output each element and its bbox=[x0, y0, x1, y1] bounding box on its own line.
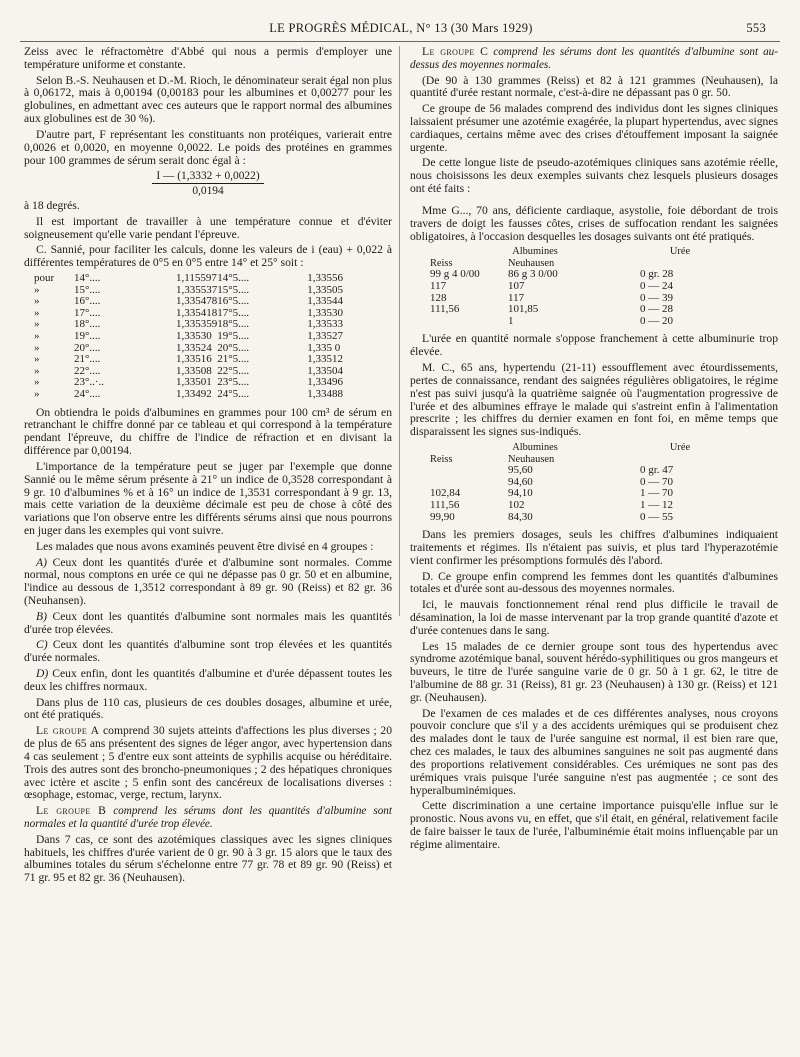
table-cell: 1 — 70 bbox=[640, 487, 673, 500]
table-cell: 102,84 bbox=[430, 487, 461, 500]
table-cell: 0 — 39 bbox=[640, 291, 673, 304]
table-cell: 0 gr. 28 bbox=[640, 268, 674, 281]
table-cell: 102 bbox=[508, 498, 525, 511]
table-cell: 1,335537 bbox=[176, 283, 218, 296]
table-cell: 111,56 bbox=[430, 303, 460, 316]
table-cell: 86 g 3 0/00 bbox=[508, 268, 558, 281]
formula bbox=[24, 170, 392, 198]
col-header-neuhausen: Neuhausen bbox=[508, 453, 555, 465]
table-cell: 0 — 20 bbox=[640, 314, 673, 327]
paragraph: De l'examen de ces malades et de ces différentes analyses, nous croyons pouvoir conclure que s'il y a des accidents urémiques qui se produisent chez des malades dont le taux de l'urée sanguine est normal, il est bien rare que, chez ces malades, le taux des albumines sanguines ne soit pas augmenté dans des proportions relativement considérables. Ces urémiques ne sont pas des urémiques vrais puisque l'urée sanguine n'est pas augmentée ; ce sont des hyperalbuminémiques. bbox=[410, 706, 778, 797]
paragraph: De cette longue liste de pseudo-azotémiques cliniques sans azotémie réelle, nous choisissons les deux exemples suivants chez lesquels plusieurs dosages ont été faits : bbox=[410, 156, 778, 196]
table-cell: 1,335 0 bbox=[307, 341, 341, 354]
table-cell: pour bbox=[34, 272, 55, 285]
case-1-table bbox=[430, 246, 720, 327]
case-mme-g: Mme G..., 70 ans, déficiente cardiaque, asystolie, foie débordant de trois travers de doigt les fausses côtes, crises de suffocation rendant les saignées obligatoires, à l'occasion desquelles les dosages suivants ont été pratiqués. bbox=[410, 203, 778, 243]
paragraph: L'urée en quantité normale s'oppose franchement à cette albuminurie trop élevée. bbox=[410, 332, 778, 359]
paragraph: Les 15 malades de ce dernier groupe sont tous des hypertendus avec syndrome azotémique banal, souvent hérédo-syphilitiques ou gros mangeurs et buveurs, le titre de l'urée sanguine varie de 0 gr. 50 à 1 gr. 62, le titre de l'albumine de 88 gr. 31 (Reiss), 81 gr. 23 (Neuhausen) à 130 gr. (Reiss) et 121 gr. (Neuhausen). bbox=[410, 639, 778, 704]
right-column bbox=[410, 46, 778, 855]
paragraph: Les malades que nous avons examinés peuvent être divisé en 4 groupes : bbox=[36, 539, 374, 553]
table-cell: 1,33505 bbox=[307, 283, 343, 296]
group-c-definition: C) Ceux dont les quantités d'albumine sont trop élevées et les quantités d'urée normales. bbox=[24, 638, 392, 665]
table-cell: » bbox=[34, 318, 40, 331]
table-row bbox=[430, 281, 720, 293]
table-cell: 21°.... bbox=[74, 353, 101, 366]
group-b-definition: B) Ceux dont les quantités d'albumine sont normales mais les quantités d'urée trop élevées. bbox=[24, 609, 392, 636]
table-cell: 16°.... bbox=[74, 295, 101, 308]
paragraph: C. Sannié, pour faciliter les calculs, donne les valeurs de i (eau) + 0,022 à différentes températures de 0°5 en 0°5 entre 14° et 25° soit : bbox=[24, 243, 392, 270]
table-cell: 94,60 bbox=[508, 475, 533, 488]
paragraph: Zeiss avec le réfractomètre d'Abbé qui nous a permis d'employer une température uniforme et constante. bbox=[24, 45, 392, 71]
col-header-neuhausen: Neuhausen bbox=[508, 257, 555, 269]
table-cell: 1 bbox=[508, 314, 514, 327]
table-cell: 84,30 bbox=[508, 510, 533, 523]
table-cell: 1,33501 bbox=[176, 376, 212, 389]
table-cell: 117 bbox=[508, 291, 525, 304]
paragraph: Dans plus de 110 cas, plusieurs de ces doubles dosages, albumine et urée, ont été pratiqués. bbox=[24, 695, 392, 722]
table-cell: 1,33544 bbox=[307, 295, 343, 308]
table-cell: 14°5.... bbox=[217, 272, 250, 285]
table-cell: 0 gr. 47 bbox=[640, 464, 674, 477]
table-cell: 1,335478 bbox=[176, 295, 218, 308]
table-row bbox=[34, 273, 343, 285]
table-cell: » bbox=[34, 306, 40, 319]
table-cell: » bbox=[34, 376, 40, 389]
col-header-reiss: Reiss bbox=[430, 453, 453, 465]
header-rule bbox=[20, 41, 780, 42]
table-cell: 24°.... bbox=[74, 388, 101, 400]
table-row bbox=[430, 465, 720, 477]
table-cell: 1,33556 bbox=[307, 272, 343, 285]
case-2-table bbox=[430, 442, 720, 523]
table-row bbox=[430, 316, 720, 328]
table-cell: 0 — 70 bbox=[640, 475, 673, 488]
table-cell: 23°5.... bbox=[217, 376, 250, 389]
paragraph: L'importance de la température peut se juger par l'exemple que donne Sannié ou le même sérum présente à 21° un indice de 0,3528 correspondant à 9 gr. 10 d'albumines % et à 16° un indice de 1,3531 correspondant à 9 gr. 13, mais cette variation de la deuxième décimale est peu de chose à côté des variations que l'on observe entre les différents sérums ainsi que nous pourrons en juger dans les exemples qui vont suivre. bbox=[24, 459, 392, 538]
page-number: 553 bbox=[746, 21, 766, 35]
table-cell: 99,90 bbox=[430, 510, 455, 523]
table-cell: 1,335359 bbox=[176, 318, 218, 331]
formula-denominator: 0,0194 bbox=[192, 185, 224, 198]
table-cell: 1,33488 bbox=[307, 388, 343, 400]
table-cell: 1,33492 bbox=[176, 388, 212, 400]
col-header-uree: Urée bbox=[669, 246, 691, 258]
table-cell: 0 — 24 bbox=[640, 280, 673, 293]
table-cell: 18°.... bbox=[74, 318, 101, 331]
table-cell: 0 — 28 bbox=[640, 303, 673, 316]
refraction-table bbox=[34, 273, 343, 401]
paragraph: à 18 degrés. bbox=[24, 199, 80, 213]
group-a-definition: A) Ceux dont les quantités d'urée et d'albumine sont normales. Comme normal, nous comptons en urée ce qui ne dépasse pas 0 gr. 50 et en albumine, l'indice au dessous de 1,3512 correspondant à 89 gr. 90 (Reiss) et 82 gr. 36 (Neuhansen). bbox=[24, 555, 392, 608]
table-cell: 1,33533 bbox=[307, 318, 343, 331]
table-cell: 128 bbox=[430, 291, 447, 304]
table-cell: 111,56 bbox=[430, 498, 460, 511]
formula-numerator: I — (1,3332 + 0,0022) bbox=[152, 170, 263, 184]
table-cell: 18°5.... bbox=[217, 318, 250, 331]
table-cell: 95,60 bbox=[508, 464, 533, 477]
case-m-c: M. C., 65 ans, hypertendu (21-11) essoufflement avec étourdissements, pertes de connaissance, rendant des saignées régulières obligatoires, le régime n'est pas suivi jusqu'à la quatrième saignée où l'augmentation progressive de l'urée et des albumines effraye le malade qui s'astreint enfin à l'alimentation prescrite ; les chiffres du dernier examen en font foi, en même temps que disparaissent les signes sus-indiqués. bbox=[410, 361, 778, 439]
table-cell: 1,33512 bbox=[307, 353, 343, 366]
running-header bbox=[36, 20, 766, 36]
table-row bbox=[430, 304, 720, 316]
table-cell: 1,33524 bbox=[176, 341, 212, 354]
group-a-section: Le groupe A comprend 30 sujets atteints d'affections les plus diverses ; 20 de plus de 65 ans présentent des signes de léger angor, avec hypertension dans 4 cas seulement ; 5 d'entre eux sont atteints de syphilis acquise ou héréditaire. Trois des autres sont des broncho-pneumoniques ; 2 des hépatiques chroniques avec ictère et ascite ; 5 enfin sont des cancéreux de localisations diverses : œsophage, estomac, verge, rectum, larynx. bbox=[24, 724, 392, 802]
table-cell: 99 g 4 0/00 bbox=[430, 268, 480, 281]
table-cell: 107 bbox=[508, 280, 525, 293]
table-cell bbox=[430, 316, 508, 328]
table-cell: 1,33530 bbox=[307, 306, 343, 319]
paragraph: Selon B.-S. Neuhausen et D.-M. Rioch, le dénominateur serait égal non plus à 0,06172, mais à 0,00194 (0,00183 pour les albumines et 0,00277 pour les globulines, en admettant avec ces auteurs que le rapport normal des albumines aux globulines est de 30 %). bbox=[24, 73, 392, 126]
group-b-heading: Le groupe B comprend les sérums dont les quantités d'albumine sont normales et la quantité d'urée trop élevée. bbox=[24, 804, 392, 830]
group-d-definition: D) Ceux enfin, dont les quantités d'albumine et d'urée dépassent toutes les deux les chiffres normaux. bbox=[24, 666, 392, 693]
fraction bbox=[152, 170, 263, 198]
table-cell: 1,33530 bbox=[176, 330, 212, 343]
col-header-reiss: Reiss bbox=[430, 257, 453, 269]
paragraph: Dans les premiers dosages, seuls les chiffres d'albumines indiquaient traitements et régimes. Ils n'étaient pas suivis, et plus tard l'hyperazotémie vient confirmer les présomptions formulés dès l'abord. bbox=[410, 528, 778, 567]
table-cell: 19°5.... bbox=[217, 330, 250, 343]
table-row bbox=[430, 477, 720, 489]
table-cell: 1,335418 bbox=[176, 306, 218, 319]
table-row bbox=[430, 500, 720, 512]
paragraph: Ici, le mauvais fonctionnement rénal rend plus difficile le travail de désamination, la loi de masse intervenant par la trop grande quantité d'azote et d'urée contenues dans le sang. bbox=[410, 598, 778, 637]
table-cell: » bbox=[34, 364, 40, 377]
table-cell: 94,10 bbox=[508, 487, 533, 500]
paragraph: (De 90 à 130 grammes (Reiss) et 82 à 121 grammes (Neuhausen), la quantité d'urée restant normale, c'est-à-dire ne dépassant pas 0 gr. 50. bbox=[410, 73, 778, 100]
table-cell: » bbox=[34, 388, 40, 400]
col-header-albumines: Albumines bbox=[512, 246, 558, 258]
paragraph: Il est important de travailler à une température connue et d'éviter soigneusement qu'elle varie pendant l'épreuve. bbox=[24, 214, 392, 241]
table-cell bbox=[430, 465, 508, 477]
table-cell: 22°.... bbox=[74, 364, 101, 377]
table-cell: 15°5.... bbox=[217, 283, 250, 296]
table-cell: 0 — 55 bbox=[640, 510, 673, 523]
table-cell: 20°5.... bbox=[217, 341, 250, 354]
column-divider bbox=[399, 46, 400, 616]
table-cell: 1,33516 bbox=[176, 353, 212, 366]
table-row bbox=[430, 269, 720, 281]
table-row bbox=[430, 488, 720, 500]
table-cell: 17°5.... bbox=[217, 306, 250, 319]
table-cell: 20°.... bbox=[74, 341, 101, 354]
table-cell: 23°..·.. bbox=[74, 376, 105, 389]
table-cell: » bbox=[34, 330, 40, 343]
table-cell: » bbox=[34, 353, 40, 366]
paragraph: On obtiendra le poids d'albumines en grammes pour 100 cm³ de sérum en retranchant le chiffre donné par ce tableau et qui correspond à la température pendant l'épreuve, du chiffre de l'indice de réfraction et en divisant la différence par 0,00194. bbox=[24, 405, 392, 458]
table-cell: 101,85 bbox=[508, 303, 539, 316]
table-cell: 19°.... bbox=[74, 330, 101, 343]
table-cell: » bbox=[34, 341, 40, 354]
paragraph: Dans 7 cas, ce sont des azotémiques classiques avec les signes cliniques habituels, les chiffres d'urée varient de 0 gr. 90 à 3 gr. 15 alors que le taux des albumines totales du sérum s'échelonne entre 77 gr. 78 et 89 gr. 90 (Reiss) et 71 gr. 95 et 82 gr. 36 (Neuhausen). bbox=[24, 832, 392, 885]
table-cell: 1,33508 bbox=[176, 364, 212, 377]
table-cell: 24°5.... bbox=[217, 388, 250, 400]
table-row bbox=[34, 389, 343, 401]
table-cell: 1,33496 bbox=[307, 376, 343, 389]
table-cell: 21°5.... bbox=[217, 353, 250, 366]
table-cell: 1,33504 bbox=[307, 364, 343, 377]
table-cell: » bbox=[34, 283, 40, 296]
table-row bbox=[34, 331, 343, 343]
table-cell: » bbox=[34, 295, 40, 308]
table-cell: 1,33527 bbox=[307, 330, 343, 343]
table-cell: 17°.... bbox=[74, 306, 101, 319]
table-cell: 22°5.... bbox=[217, 364, 250, 377]
table-cell: 117 bbox=[430, 280, 447, 293]
table-cell: 15°.... bbox=[74, 283, 101, 296]
col-header-uree: Urée bbox=[669, 441, 691, 453]
table-row bbox=[430, 512, 720, 524]
table-row bbox=[430, 293, 720, 305]
group-c-heading: Le groupe C comprend les sérums dont les quantités d'albumine sont au-dessus des moyennes normales. bbox=[410, 45, 778, 71]
paragraph: D'autre part, F représentant les constituants non protéiques, varierait entre 0,0026 et 0,0020, en moyenne 0,0022. Le poids des protéines en grammes pour 100 grammes de sérum serait donc égal à : bbox=[24, 127, 392, 167]
table-cell: 14°.... bbox=[74, 272, 101, 285]
group-d-section: D. Ce groupe enfin comprend les femmes dont les quantités d'albumines totales et d'urée sont au-dessous des moyennes normales. bbox=[410, 569, 778, 596]
journal-title: LE PROGRÈS MÉDICAL, N° 13 (30 Mars 1929) bbox=[269, 21, 533, 35]
table-cell: 16°5.... bbox=[217, 295, 250, 308]
table-cell: 1,115597 bbox=[176, 272, 217, 285]
table-cell: 1 — 12 bbox=[640, 498, 673, 511]
paragraph: Cette discrimination a une certaine importance puisqu'elle influe sur le pronostic. Nous avons vu, en effet, que s'il était, en général, relativement facile de faire baisser le taux de l'urée, l'albuminémie était moins influençable par un régime alimentaire. bbox=[410, 799, 778, 851]
left-column bbox=[24, 46, 392, 888]
col-header-albumines: Albumines bbox=[512, 441, 558, 453]
paragraph: Ce groupe de 56 malades comprend des individus dont les signes cliniques laissaient présumer une azotémie exagérée, la plupart hypertendus, avec signes cardiaques, certains même avec des crises d'étouffement imposant la saignée urgente. bbox=[410, 102, 778, 154]
